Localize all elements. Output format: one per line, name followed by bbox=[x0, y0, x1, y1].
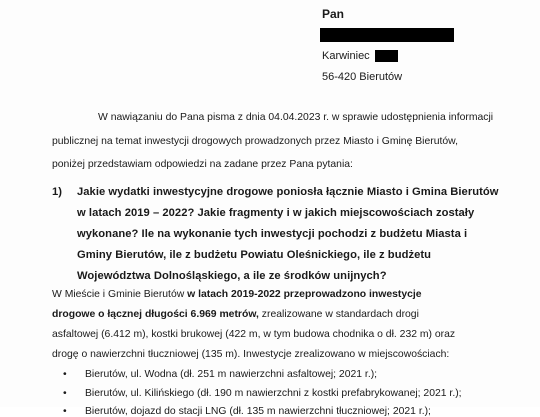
intro-line-3: poniżej przedstawiam odpowiedzi na zadane przez Pana pytania: bbox=[52, 159, 353, 170]
intro-line-1: W nawiązaniu do Pana pisma z dnia 04.04.2023 r. w sprawie udostępnienia informacji bbox=[98, 112, 494, 123]
recipient-street-line bbox=[322, 46, 454, 67]
recipient-street: Karwiniec bbox=[322, 50, 370, 62]
intro-line-2: publicznej na temat inwestycji drogowych prowadzonych przez Miasto i Gminę Bierutów, bbox=[52, 136, 458, 147]
question-line-5: Województwa Dolnośląskiego, a ile ze środków unijnych? bbox=[77, 270, 387, 282]
list-item-text: Bierutów, ul. Kilińskiego (dł. 190 m nawierzchni z kostki prefabrykowanej; 2021 r.); bbox=[85, 388, 462, 399]
question-line-2: w latach 2019 – 2022? Jakie fragmenty i w jakich miejscowościach zostały bbox=[77, 207, 475, 219]
question-line-1: Jakie wydatki inwestycyjne drogowe poniosła łącznie Miasto i Gmina Bierutów bbox=[77, 186, 499, 198]
redaction-bar bbox=[375, 50, 398, 62]
question-number: 1) bbox=[52, 186, 63, 198]
answer-line-1 bbox=[52, 289, 422, 300]
answer-line-3: asfaltowej (6.412 m), kostki brukowej (422 m, w tym budowa chodnika o dł. 232 m) oraz bbox=[52, 329, 456, 340]
answer-line-2-plain: zrealizowane w standardach drogi bbox=[261, 309, 419, 320]
answer-line-1-bold: w latach 2019-2022 przeprowadzono inwestycje bbox=[187, 289, 422, 300]
question-line-4: Gminy Bierutów, ile z budżetu Powiatu Oleśnickiego, ile z budżetu bbox=[77, 249, 432, 261]
list-item bbox=[63, 388, 462, 399]
list-item bbox=[63, 406, 431, 417]
list-item bbox=[63, 369, 377, 380]
recipient-address bbox=[322, 4, 454, 88]
recipient-name-redacted bbox=[322, 25, 454, 46]
list-item-text: Bierutów, dojazd do stacji LNG (dł. 135 m nawierzchni tłuczniowej; 2021 r.); bbox=[85, 406, 431, 417]
answer-line-2-bold: drogowe o łącznej długości 6.969 metrów, bbox=[52, 309, 259, 320]
list-item-text: Bierutów, ul. Wodna (dł. 251 m nawierzchni asfaltowej; 2021 r.); bbox=[85, 369, 378, 380]
bullet-icon: • bbox=[63, 388, 67, 399]
redaction-bar bbox=[320, 28, 454, 42]
recipient-postal-city: 56-420 Bierutów bbox=[322, 71, 403, 83]
answer-line-4: drogę o nawierzchni tłuczniowej (135 m). Inwestycje zrealizowano w miejscowościach: bbox=[52, 349, 450, 360]
answer-line-2 bbox=[52, 309, 419, 320]
recipient-salutation: Pan bbox=[322, 7, 345, 21]
bullet-icon: • bbox=[63, 406, 67, 417]
answer-line-1-plain: W Mieście i Gminie Bierutów bbox=[52, 289, 185, 300]
bullet-icon: • bbox=[63, 369, 67, 380]
question-line-3: wykonane? Ile na wykonanie tych inwestycji pochodzi z budżetu Miasta i bbox=[77, 228, 468, 240]
